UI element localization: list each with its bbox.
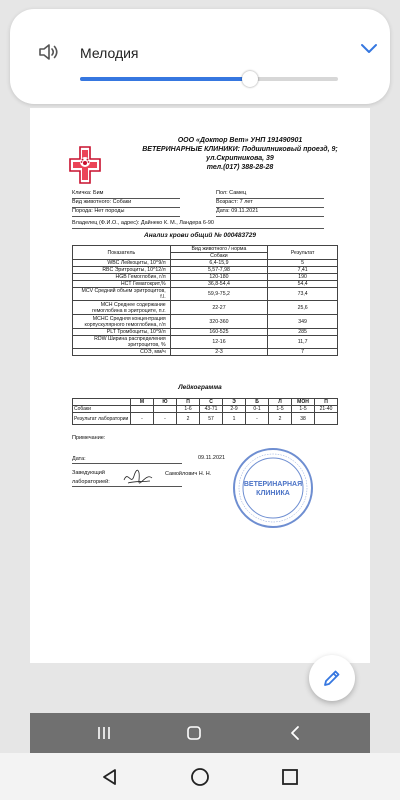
volume-slider-fill [80,77,250,81]
table-row [73,349,338,356]
table-cell-result: 285 [268,329,338,336]
table-cell-norm: 160-525 [170,329,268,336]
table-cell-result: 190 [268,274,338,281]
table-cell-result: 7 [268,349,338,356]
table-cell-norm: 6,4-15,9 [170,260,268,267]
analysis-date: Дата: 09.11.2021 [216,208,259,214]
back-icon[interactable] [100,767,120,787]
document-page [30,108,370,663]
header-line: тел.(017) 388-28-28 [206,164,274,171]
underline [72,228,324,229]
table-cell-indicator: WBC Лейкоциты, 10^9/л [73,260,171,267]
table-cell-indicator: MCH Среднее содержание гемоглобина в эритроците, п.г. [73,301,171,315]
svg-text:КЛИНИКА: КЛИНИКА [256,490,290,497]
leukogram-cell: 57 [200,413,223,425]
leukogram-row [73,413,338,425]
chevron-down-icon[interactable] [360,43,378,55]
col-header-indicator: Показатель [73,246,171,260]
table-row [73,274,338,281]
leukogram-row [73,406,338,413]
table-cell-norm: 5,57-7,98 [170,267,268,274]
leukogram-title: Лейкограмма [178,384,222,391]
leukogram-cell: 2 [269,413,292,425]
volume-panel [10,9,390,104]
table-cell-result: 25,6 [268,301,338,315]
leukogram-header: П [315,399,338,406]
leukogram-cell: - [246,413,269,425]
blood-table [72,245,338,356]
table-cell-result: 73,4 [268,288,338,301]
leukogram-cell [131,406,154,413]
home-icon[interactable] [190,767,210,787]
pencil-icon [322,668,342,688]
underline [72,463,182,464]
head-label-2: лабораторией: [72,479,110,485]
edit-button[interactable] [309,655,355,701]
leukogram-header-row [73,399,338,406]
leukogram-table [72,398,338,425]
head-label-1: Заведующий [72,470,105,476]
patient-name: Кличка: Бим [72,190,104,196]
clinic-stamp [231,446,315,530]
leukogram-cell: - [154,413,177,425]
table-cell-result: 11,7 [268,336,338,349]
leukogram-row-label: Собаки [73,406,131,413]
table-cell-indicator: MCHC Средняя концентрация корпускулярного гемоглобина, г/л [73,315,171,329]
analysis-title: Анализ крови общий № 000483729 [144,232,256,239]
clinic-logo [68,145,102,185]
note-label: Примечание: [72,435,106,441]
patient-sex: Пол: Самец [216,190,247,196]
table-row [73,260,338,267]
leukogram-header [73,399,131,406]
table-cell-indicator: MCV Средний объем эритроцитов, f.l. [73,288,171,301]
table-row [73,315,338,329]
table-row [73,281,338,288]
svg-text:ВЕТЕРИНАРНАЯ: ВЕТЕРИНАРНАЯ [243,481,303,488]
recent-apps-icon[interactable] [96,725,112,741]
table-cell-indicator: RDW Ширина распределения эритроцитов, % [73,336,171,349]
table-cell-indicator: PLT Тромбоциты, 10^9/л [73,329,171,336]
back-icon[interactable] [288,725,304,741]
leukogram-cell: 21-40 [315,406,338,413]
table-cell-norm: 22-27 [170,301,268,315]
leukogram-row-label: Результат лаборатории [73,413,131,425]
table-row [73,267,338,274]
header-line: ул.Скрипникова, 39 [206,155,274,162]
table-cell-indicator: RBC Эритроциты, 10^12/л [73,267,171,274]
head-name: Самойлович Н. Н. [165,471,212,477]
table-cell-result: 5 [268,260,338,267]
table-cell-norm: 59,9-75,2 [170,288,268,301]
leukogram-cell: 38 [292,413,315,425]
leukogram-cell: - [131,413,154,425]
col-header-species: Собаки [170,253,268,260]
leukogram-header: Э [223,399,246,406]
table-cell-indicator: HGB Гемоглобин, г/л [73,274,171,281]
table-cell-result: 7,41 [268,267,338,274]
leukogram-cell [315,413,338,425]
leukogram-cell: 1 [223,413,246,425]
patient-age: Возраст: 7 лет [216,199,253,205]
header-line: ООО «Доктор Вет» УНП 191490901 [177,137,303,144]
leukogram-header: Л [269,399,292,406]
table-cell-norm: 12-16 [170,336,268,349]
table-row [73,288,338,301]
leukogram-cell: 1-5 [269,406,292,413]
volume-slider-thumb[interactable] [242,71,258,87]
leukogram-header: МОН [292,399,315,406]
header-line: ВЕТЕРИНАРНЫЕ КЛИНИКИ: Подшипниковый проезд, 9; [142,146,338,153]
col-header-result: Результат [268,246,338,260]
signature [122,466,154,488]
table-cell-norm: 120-180 [170,274,268,281]
volume-label: Мелодия [80,45,139,61]
leukogram-cell: 1-6 [177,406,200,413]
speaker-icon[interactable] [38,42,60,62]
table-row [73,301,338,315]
table-row [73,329,338,336]
date-value: 09.11.2021 [198,455,226,461]
leukogram-cell: 43-71 [200,406,223,413]
leukogram-header: Ю [154,399,177,406]
leukogram-cell: 0-1 [246,406,269,413]
home-icon[interactable] [186,725,202,741]
table-cell-indicator: СОЭ, мм/ч [73,349,171,356]
table-row [73,336,338,349]
clinic-header [130,136,350,172]
table-cell-result: 349 [268,315,338,329]
table-cell-norm: 320-360 [170,315,268,329]
leukogram-header: П [177,399,200,406]
leukogram-cell [154,406,177,413]
app-bottom-bar [30,713,370,753]
leukogram-header: Б [246,399,269,406]
leukogram-cell: 2-9 [223,406,246,413]
table-cell-norm: 36,8-54,4 [170,281,268,288]
volume-slider[interactable] [80,77,338,81]
underline [216,216,324,217]
patient-breed: Порода: Нет породы [72,208,125,214]
leukogram-cell: 1-5 [292,406,315,413]
table-cell-norm: 2-3 [170,349,268,356]
col-header-norm: Вид животного / норма [170,246,268,253]
table-cell-indicator: HCT Гематокрит,% [73,281,171,288]
patient-species: Вид животного: Собаки [72,199,132,205]
table-cell-result: 54,4 [268,281,338,288]
leukogram-header: М [131,399,154,406]
leukogram-header: С [200,399,223,406]
owner: Владелец (Ф.И.О., адрес): Дайнеко К. М., Ландера 6-90 [72,220,214,226]
underline [72,216,180,217]
date-label: Дата: [72,456,86,462]
system-nav-bar [0,753,400,800]
leukogram-cell: 2 [177,413,200,425]
recent-apps-icon[interactable] [280,767,300,787]
